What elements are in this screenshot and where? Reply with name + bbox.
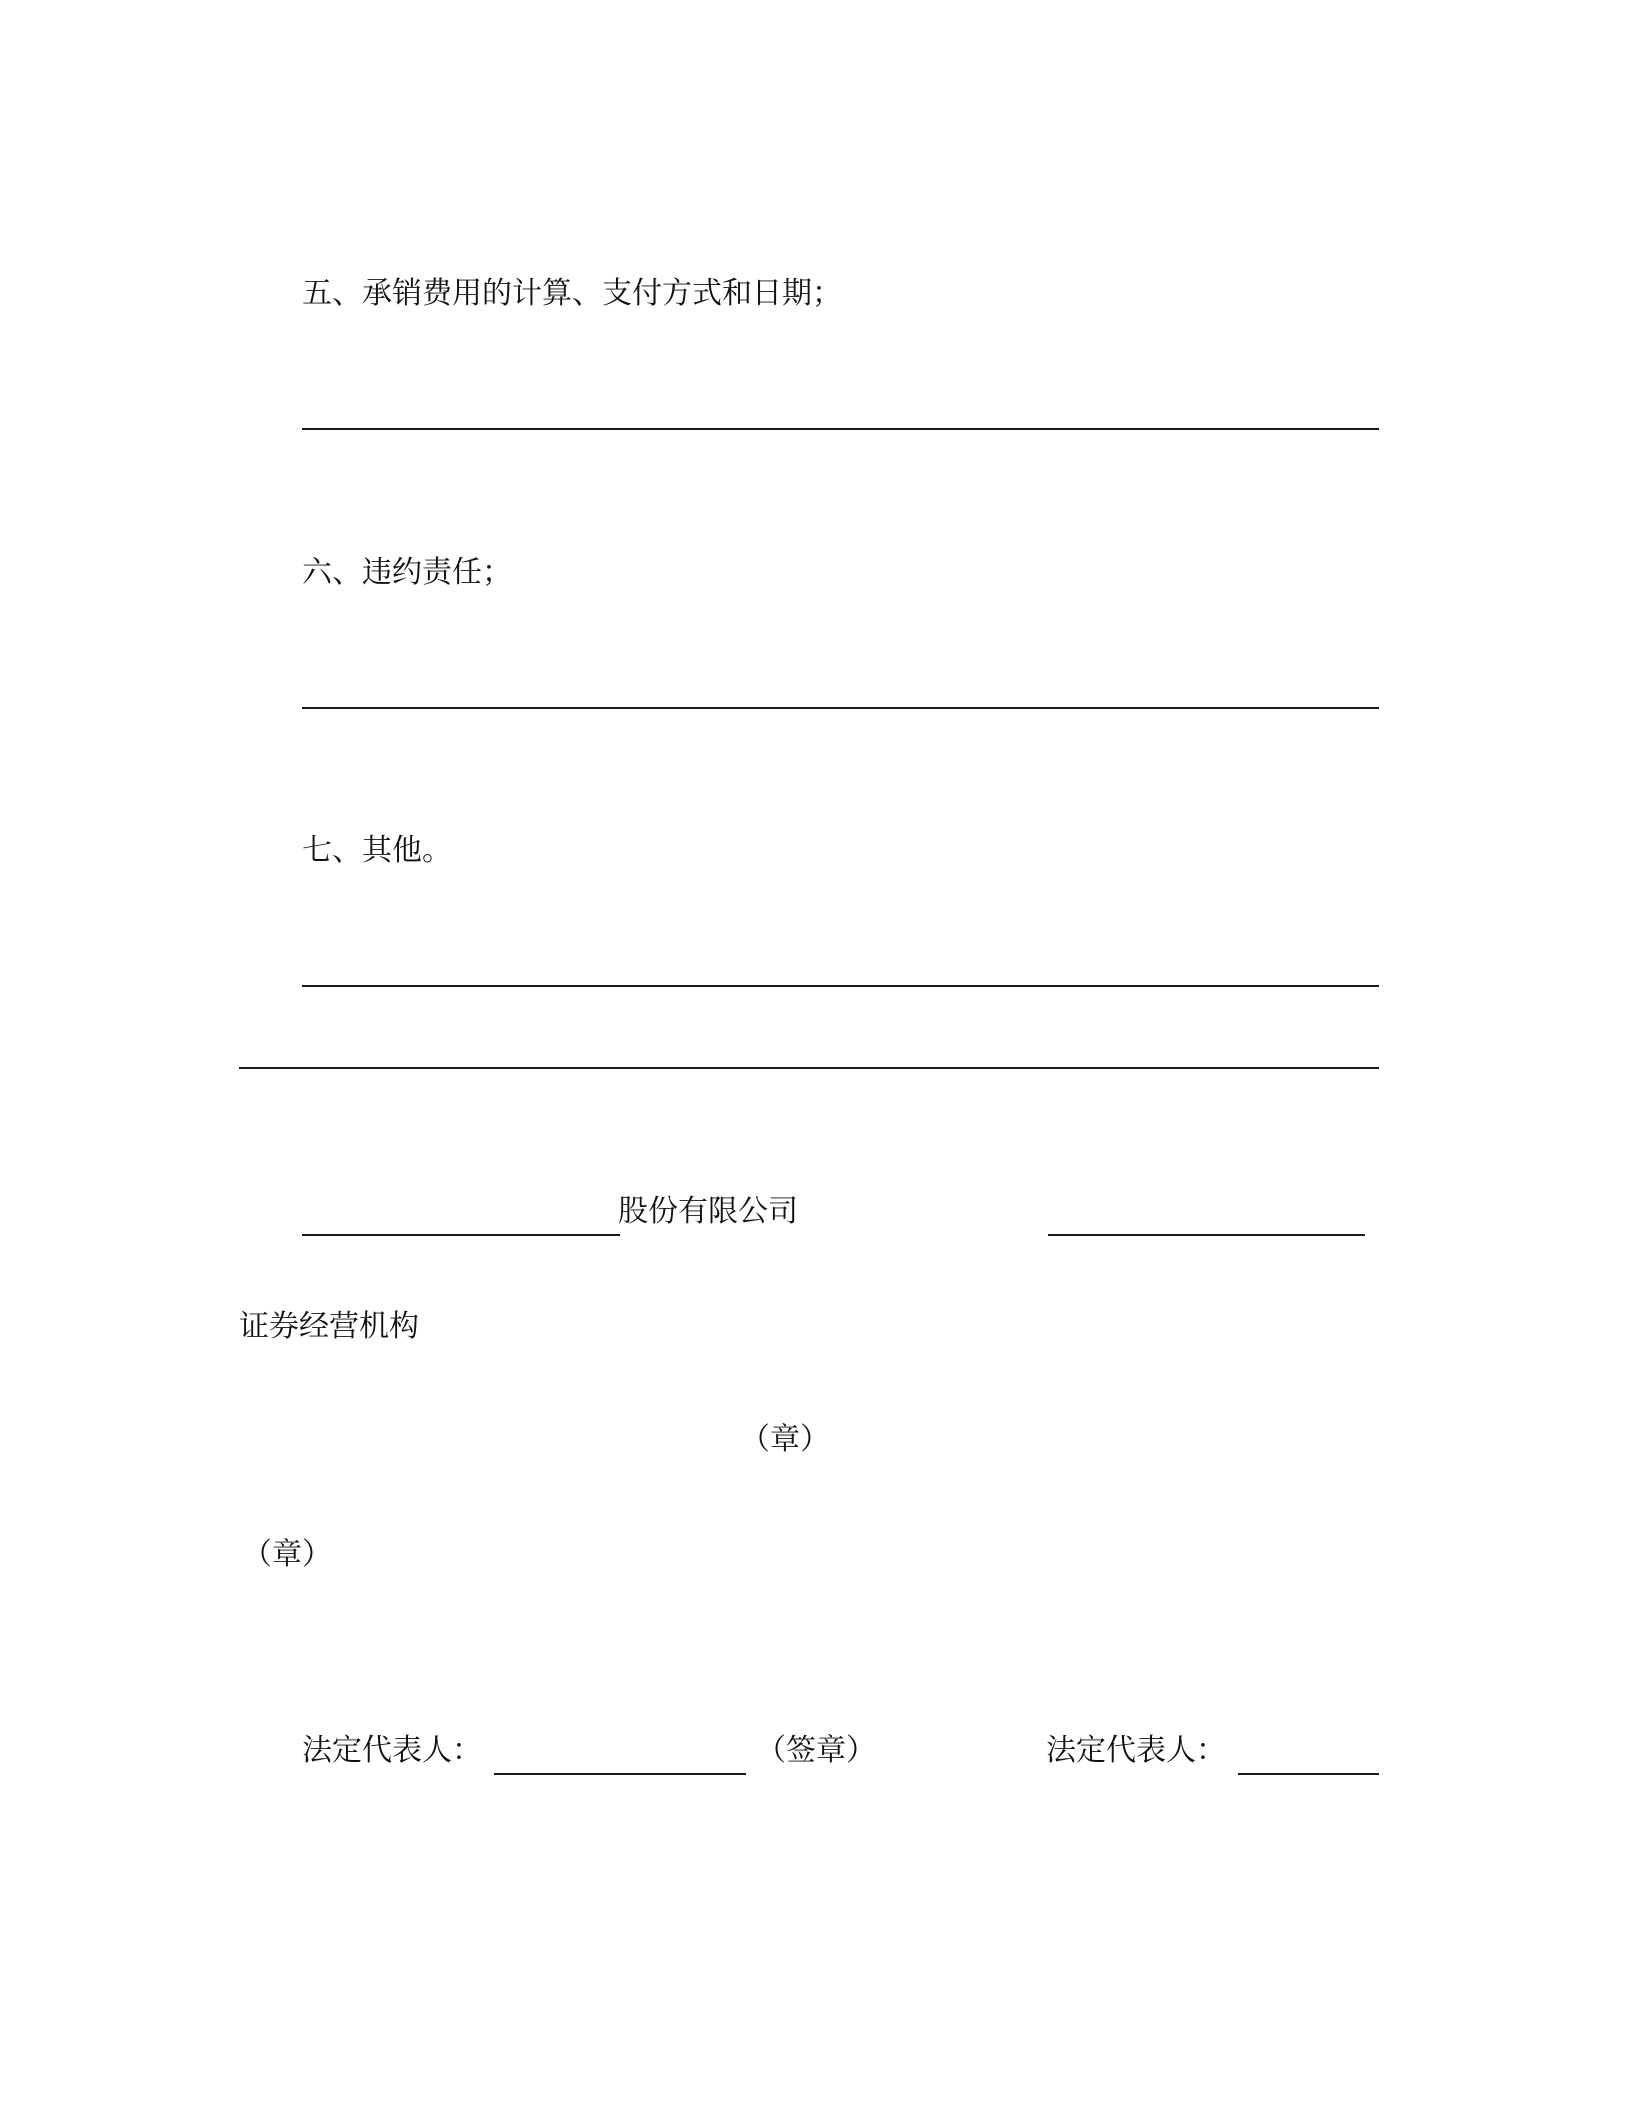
clause-five-fill-line	[302, 428, 1379, 430]
legal-rep-left-signature-line	[494, 1773, 746, 1775]
institution-label: 证券经营机构	[239, 1309, 419, 1344]
legal-rep-left-label: 法定代表人：	[302, 1733, 482, 1768]
clause-six-fill-line	[302, 707, 1379, 709]
clause-seven-fill-line-1	[302, 985, 1379, 987]
legal-rep-right-signature-line	[1238, 1773, 1379, 1775]
clause-seven-fill-line-2	[239, 1067, 1379, 1069]
legal-rep-right-label: 法定代表人：	[1046, 1733, 1226, 1768]
institution-name-blank	[1048, 1234, 1365, 1236]
clause-seven-heading: 七、其他。	[302, 833, 452, 868]
clause-five-heading: 五、承销费用的计算、支付方式和日期；	[302, 276, 842, 311]
sign-seal-label: （签章）	[756, 1733, 876, 1768]
clause-six-heading: 六、违约责任；	[302, 555, 512, 590]
seal-left: （章）	[242, 1537, 332, 1572]
company-suffix: 股份有限公司	[618, 1194, 798, 1229]
seal-right: （章）	[740, 1422, 830, 1457]
company-name-blank	[302, 1234, 620, 1236]
